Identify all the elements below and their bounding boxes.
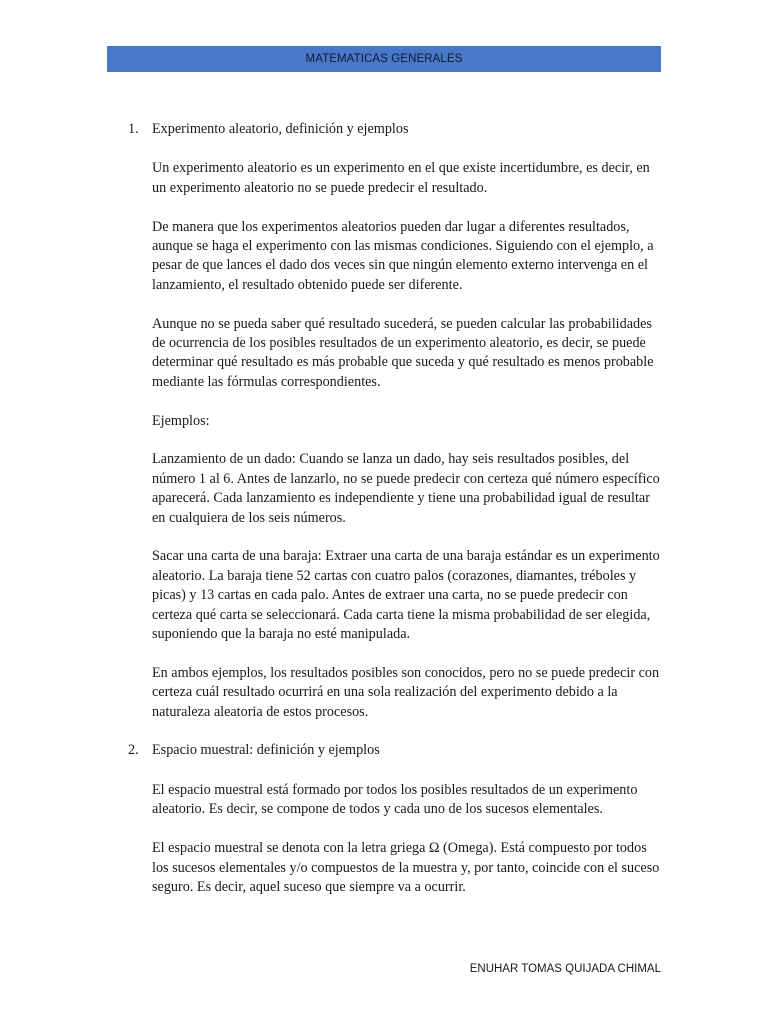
paragraph: El espacio muestral está formado por todos los posibles resultados de un experimento aleatorio. Es decir, se compone de todos y cada uno de los sucesos elementales. xyxy=(152,781,638,818)
paragraph: Sacar una carta de una baraja: Extraer una carta de una baraja estándar es un experimento aleatorio. La baraja tiene 52 cartas con cuatro palos (corazones, diamantes, tréboles y picas) y 13 cartas en cada palo. Antes de extraer una carta, no se puede predecir con certeza qué carta se seleccionará. Cada carta tiene la misma probabilidad de ser elegida, suponiendo que la baraja no esté manipulada. xyxy=(152,548,660,643)
document-body xyxy=(128,120,663,917)
section-heading xyxy=(128,741,663,760)
paragraph: Ejemplos: xyxy=(152,412,210,429)
footer-author: ENUHAR TOMAS QUIJADA CHIMAL xyxy=(469,963,661,975)
section-number: 1. xyxy=(128,121,139,137)
paragraph: Lanzamiento de un dado: Cuando se lanza un dado, hay seis resultados posibles, del número 1 al 6. Antes de lanzarlo, no se puede predecir con certeza qué número específico aparecerá. Cada lanzamiento es independiente y tiene una probabilidad igual de resultar en cualquiera de los seis números. xyxy=(152,451,660,526)
paragraph: El espacio muestral se denota con la letra griega Ω (Omega). Está compuesto por todos los sucesos elementales y/o compuestos de la muestra y, por tanto, coincide con el suceso seguro. Es decir, aquel suceso que siempre va a ocurrir. xyxy=(152,840,660,895)
section-number: 2. xyxy=(128,742,139,759)
paragraph: Aunque no se pueda saber qué resultado sucederá, se pueden calcular las probabilidades de ocurrencia de los posibles resultados de un experimento aleatorio, es decir, se puede determinar qué resultado es más probable que suceda y qué resultado es menos probable mediante las fórmulas correspondientes. xyxy=(152,315,654,390)
section-heading xyxy=(128,120,663,139)
document-title: MATEMATICAS GENERALES xyxy=(305,53,463,65)
header-bar xyxy=(107,46,661,72)
section-title: Experimento aleatorio, definición y ejemplos xyxy=(152,121,409,137)
paragraph: Un experimento aleatorio es un experimento en el que existe incertidumbre, es decir, en un experimento aleatorio no se puede predecir el resultado. xyxy=(152,160,650,196)
paragraph: De manera que los experimentos aleatorios pueden dar lugar a diferentes resultados, aunque se haga el experimento con las mismas condiciones. Siguiendo con el ejemplo, a pesar de que lances el dado dos veces sin que ningún elemento externo intervenga en el lanzamiento, el resultado obtenido puede ser diferente. xyxy=(152,218,654,293)
section-title: Espacio muestral: definición y ejemplos xyxy=(152,742,380,759)
paragraph: En ambos ejemplos, los resultados posibles son conocidos, pero no se puede predecir con certeza cuál resultado ocurrirá en una sola realización del experimento debido a la naturaleza aleatoria de estos procesos. xyxy=(152,664,660,720)
